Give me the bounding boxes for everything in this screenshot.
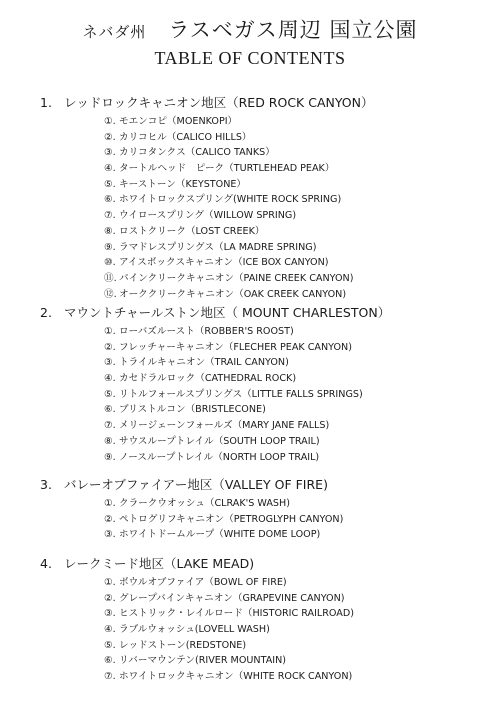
item-number: ③. (104, 529, 116, 541)
toc-heading: TABLE OF CONTENTS (154, 48, 346, 68)
item-text: ホワイトロックスプリング(WHITE ROCK SPRING) (119, 194, 342, 206)
list-item (104, 145, 480, 161)
item-number: ⑤. (104, 639, 116, 651)
item-number: ②. (104, 513, 116, 525)
item-number: ⑧. (104, 435, 116, 447)
list-item (104, 402, 480, 418)
document-title (0, 14, 500, 44)
item-text: ノースループトレイル（NORTH LOOP TRAIL) (119, 451, 320, 463)
list-item (104, 324, 480, 340)
item-number: ②. (104, 131, 116, 143)
item-text: ウイロースプリング（WILLOW SPRING) (119, 210, 297, 222)
list-item (104, 606, 480, 622)
item-text: レッドストーン(REDSTONE) (119, 639, 247, 651)
section-title: レークミード地区（LAKE MEAD) (64, 556, 255, 571)
section-item-list (104, 324, 480, 465)
item-text: ブリストルコン（BRISTLECONE) (119, 404, 266, 416)
item-number: ⑦. (104, 420, 116, 432)
item-number: ⑦. (104, 210, 116, 222)
section-valley-of-fire (40, 476, 480, 543)
item-text: ホワイトドームループ（WHITE DOME LOOP) (119, 529, 321, 541)
list-item (104, 240, 480, 256)
item-number: ①. (104, 116, 116, 127)
item-text: トライルキャニオン（TRAIL CANYON) (119, 357, 289, 369)
item-text: ヒストリック・レイルロード（HISTORIC RAILROAD) (119, 608, 354, 620)
item-number: ⑥. (104, 194, 116, 206)
item-text: ペトログリフキャニオン（PETROGLYPH CANYON) (119, 513, 344, 525)
item-number: ④. (104, 163, 116, 175)
item-number: ⑤. (104, 388, 116, 400)
list-item (104, 591, 480, 607)
item-text: モエンコピ（MOENKOPI） (119, 116, 238, 127)
section-red-rock-canyon (40, 94, 480, 302)
item-text: フレッチャーキャニオン（FLECHER PEAK CANYON) (119, 341, 352, 353)
item-text: カセドラルロック（CATHEDRAL ROCK) (119, 373, 297, 385)
item-text: ボウルオブファイア（BOWL OF FIRE) (119, 577, 287, 588)
list-item (104, 161, 480, 177)
item-number: ⑨. (104, 451, 116, 463)
item-text: オーククリークキャニオン（OAK CREEK CANYON) (119, 288, 347, 300)
item-number: ⑤. (104, 178, 116, 190)
section-heading (40, 304, 480, 322)
list-item (104, 512, 480, 528)
section-item-list (104, 575, 480, 685)
section-title: マウントチャールストン地区（ MOUNT CHARLESTON） (64, 305, 391, 320)
list-item (104, 340, 480, 356)
item-text: カリコヒル（CALICO HILLS） (119, 131, 252, 143)
item-text: グレープバインキャニオン（GRAPEVINE CANYON) (119, 592, 345, 604)
item-text: ロストクリーク（LOST CREEK） (119, 225, 265, 237)
item-number: ③. (104, 357, 116, 369)
item-number: ③. (104, 608, 116, 620)
item-number: ①. (104, 577, 116, 588)
section-heading (40, 94, 480, 112)
list-item (104, 192, 480, 208)
list-item (104, 371, 480, 387)
item-number: ⑥. (104, 655, 116, 667)
item-number: ①. (104, 326, 116, 337)
list-item (104, 271, 480, 287)
item-number: ①. (104, 498, 116, 509)
list-item (104, 177, 480, 193)
section-number: 3. (40, 477, 52, 492)
section-item-list (104, 496, 480, 543)
list-item (104, 130, 480, 146)
section-title: レッドロックキャニオン地区（RED ROCK CANYON） (64, 95, 374, 110)
item-text: リバーマウンテン(RIVER MOUNTAIN) (119, 655, 287, 667)
list-item (104, 622, 480, 638)
item-number: ④. (104, 373, 116, 385)
item-number: ⑦. (104, 671, 116, 683)
section-heading (40, 555, 480, 573)
item-text: リトルフォールスプリングス（LITTLE FALLS SPRINGS) (119, 388, 363, 400)
list-item (104, 418, 480, 434)
item-number: ②. (104, 341, 116, 353)
item-number: ⑫. (104, 288, 117, 300)
item-text: キーストーン（KEYSTONE） (119, 178, 247, 190)
section-heading (40, 476, 480, 494)
list-item (104, 287, 480, 303)
list-item (104, 434, 480, 450)
prefecture-label: ネバダ州 (82, 23, 147, 41)
section-number: 2. (40, 305, 52, 320)
item-number: ⑧. (104, 225, 116, 237)
list-item (104, 224, 480, 240)
park-title: ラスベガス周辺 国立公園 (168, 18, 418, 42)
list-item (104, 669, 480, 685)
item-text: クラークウオッシュ（CLRAK'S WASH) (119, 498, 290, 509)
item-text: サウスループトレイル（SOUTH LOOP TRAIL) (119, 435, 320, 447)
item-number: ⑥. (104, 404, 116, 416)
section-lake-mead (40, 555, 480, 685)
item-text: ホワイトロックキャニオン（WHITE ROCK CANYON) (119, 671, 353, 683)
list-item (104, 114, 480, 130)
item-text: パインクリークキャニオン（PAINE CREEK CANYON) (119, 272, 354, 284)
list-item (104, 527, 480, 543)
list-item (104, 575, 480, 591)
item-number: ②. (104, 592, 116, 604)
item-text: ラブルウォッシュ(LOVELL WASH) (119, 624, 270, 636)
list-item (104, 355, 480, 371)
list-item (104, 450, 480, 466)
list-item (104, 387, 480, 403)
item-text: カリコタンクス（CALICO TANKS） (119, 147, 275, 159)
section-title: バレーオブファイアー地区（VALLEY OF FIRE) (64, 477, 328, 492)
item-number: ⑨. (104, 241, 116, 253)
item-text: ローバズルースト（ROBBER'S ROOST) (119, 326, 294, 337)
item-text: メリージェーンフォールズ（MARY JANE FALLS) (119, 420, 330, 432)
item-text: タートルヘッド ピーク（TURTLEHEAD PEAK） (119, 163, 335, 175)
section-item-list (104, 114, 480, 302)
section-mount-charleston (40, 304, 480, 465)
list-item (104, 638, 480, 654)
item-text: アイスボックスキャニオン（ICE BOX CANYON) (119, 257, 329, 269)
item-number: ⑩. (104, 257, 116, 269)
section-number: 4. (40, 556, 52, 571)
item-number: ③. (104, 147, 116, 159)
list-item (104, 496, 480, 512)
list-item (104, 255, 480, 271)
item-number: ④. (104, 624, 116, 636)
list-item (104, 653, 480, 669)
item-number: ⑪. (104, 272, 117, 284)
section-number: 1. (40, 95, 52, 110)
list-item (104, 208, 480, 224)
item-text: ラマドレスプリングス（LA MADRE SPRING) (119, 241, 317, 253)
